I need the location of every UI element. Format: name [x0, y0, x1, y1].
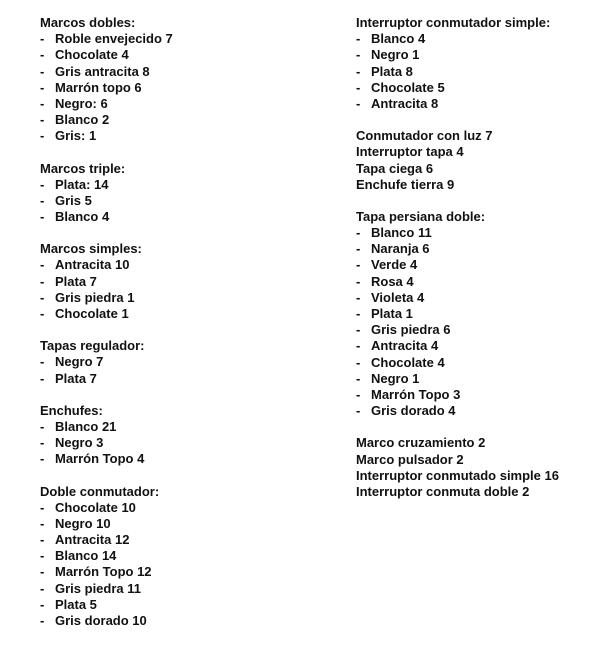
list-item: [40, 306, 320, 322]
plain-line: Interruptor tapa 4: [356, 144, 464, 160]
bullet-dash: -: [40, 306, 45, 321]
list-item: [40, 419, 320, 435]
section-marcos-simples: [40, 241, 320, 322]
bullet-dash: -: [356, 289, 361, 305]
list-item-text: Plata 5: [55, 596, 97, 612]
plain-line: Enchufe tierra 9: [356, 176, 455, 192]
list-item: [40, 193, 320, 209]
list-item: [40, 290, 320, 306]
plain-line: Interruptor conmutado simple 16: [356, 467, 559, 483]
section-tapas-regulador: [40, 338, 320, 387]
list-item: [40, 112, 320, 128]
list-item-text: Antracita 8: [371, 95, 439, 111]
list-item-text: Gris dorado 4: [371, 403, 456, 419]
bullet-dash: -: [356, 79, 361, 95]
list-item: [40, 64, 320, 80]
list-item-text: Blanco 21: [55, 418, 117, 434]
list-item: [40, 47, 320, 63]
list-item-text: Negro 10: [55, 515, 111, 531]
list-item-text: Marrón Topo 4: [55, 451, 145, 467]
list-item-text: Negro 1: [371, 47, 420, 63]
list-item-text: Chocolate 4: [371, 354, 445, 370]
list-item-text: Plata 7: [55, 370, 97, 386]
bullet-dash: -: [40, 192, 45, 208]
list-item: [356, 241, 586, 257]
list-item-text: Gris 5: [55, 192, 92, 208]
list-item: [356, 322, 586, 338]
list-item: [40, 581, 320, 597]
list-item-text: Plata 8: [371, 63, 413, 79]
section-marcos-dobles: [40, 15, 320, 145]
list-item-text: Negro 7: [55, 354, 104, 370]
list-item-text: Blanco 4: [371, 31, 426, 47]
list-item: [40, 209, 320, 225]
list-item-text: Antracita 4: [371, 338, 439, 354]
list-item: [40, 128, 320, 144]
bullet-dash: -: [40, 47, 45, 63]
section-heading: Tapas regulador:: [40, 338, 145, 354]
plain-line: Interruptor conmuta doble 2: [356, 483, 530, 499]
list-item-text: Gris piedra 6: [371, 322, 451, 338]
bullet-dash: -: [356, 370, 361, 386]
list-item-text: Marrón Topo 12: [55, 564, 152, 580]
list-item-text: Blanco 11: [371, 225, 432, 241]
bullet-dash: -: [356, 273, 361, 289]
bullet-dash: -: [356, 63, 361, 79]
list-item: [40, 257, 320, 273]
list-item: [40, 451, 320, 467]
list-item: [356, 257, 586, 273]
list-item: [40, 548, 320, 564]
list-item: [40, 354, 320, 370]
list-item: [40, 177, 320, 193]
bullet-dash: -: [40, 596, 45, 612]
section-enchufes: [40, 403, 320, 468]
list-item-text: Gris: 1: [55, 128, 97, 144]
list-item-text: Antracita 10: [55, 257, 130, 273]
bullet-dash: -: [40, 63, 45, 79]
list-item-text: Rosa 4: [371, 273, 414, 289]
list-item-text: Negro 1: [371, 370, 420, 386]
list-item: [356, 96, 586, 112]
list-item: [40, 274, 320, 290]
list-item: [356, 31, 586, 47]
list-item: [356, 80, 586, 96]
list-item: [356, 225, 586, 241]
list-item-text: Roble envejecido 7: [55, 31, 173, 47]
section-heading: Marcos triple:: [40, 160, 126, 176]
list-item-text: Chocolate 4: [55, 47, 129, 63]
list-item: [356, 387, 586, 403]
bullet-dash: -: [40, 532, 45, 548]
list-item: [40, 516, 320, 532]
list-item-text: Blanco 4: [55, 209, 110, 225]
list-item-text: Blanco 14: [55, 548, 117, 564]
list-item-text: Gris antracita 8: [55, 63, 150, 79]
list-item: [40, 532, 320, 548]
list-item-text: Negro 3: [55, 435, 104, 451]
bullet-dash: -: [40, 176, 45, 192]
list-item-text: Antracita 12: [55, 532, 130, 548]
list-item: [356, 306, 586, 322]
bullet-dash: -: [40, 435, 45, 451]
plain-line: Marco pulsador 2: [356, 451, 464, 467]
list-item: [40, 613, 320, 629]
list-item-text: Plata 1: [371, 306, 413, 321]
list-item: [40, 80, 320, 96]
plain-lines-group: [356, 435, 586, 500]
list-item-text: Marrón topo 6: [55, 79, 142, 95]
list-item-text: Chocolate 10: [55, 499, 136, 515]
list-item: [356, 47, 586, 63]
section-heading: Enchufes:: [40, 402, 103, 418]
bullet-dash: -: [40, 79, 45, 95]
list-item: [356, 403, 586, 419]
bullet-dash: -: [40, 564, 45, 580]
list-item-text: Blanco 2: [55, 112, 110, 128]
list-item: [356, 290, 586, 306]
bullet-dash: -: [40, 499, 45, 515]
list-item-text: Verde 4: [371, 257, 418, 273]
bullet-dash: -: [356, 225, 361, 241]
plain-line: Conmutador con luz 7: [356, 128, 493, 144]
bullet-dash: -: [40, 209, 45, 225]
bullet-dash: -: [40, 289, 45, 305]
bullet-dash: -: [356, 354, 361, 370]
section-heading: Interruptor conmutador simple:: [356, 15, 551, 30]
list-item-text: Gris piedra 1: [55, 289, 135, 305]
bullet-dash: -: [356, 306, 361, 321]
section-marcos-triple: [40, 161, 320, 226]
bullet-dash: -: [356, 386, 361, 402]
list-item: [40, 371, 320, 387]
bullet-dash: -: [356, 47, 361, 63]
list-item: [356, 338, 586, 354]
bullet-dash: -: [356, 257, 361, 273]
list-item-text: Marrón Topo 3: [371, 386, 461, 402]
bullet-dash: -: [356, 338, 361, 354]
section-heading: Marcos dobles:: [40, 15, 136, 30]
list-item-text: Plata 7: [55, 273, 97, 289]
list-item: [40, 31, 320, 47]
bullet-dash: -: [40, 128, 45, 144]
bullet-dash: -: [40, 354, 45, 370]
bullet-dash: -: [356, 241, 361, 257]
plain-lines-group: [356, 128, 586, 193]
plain-line: Marco cruzamiento 2: [356, 435, 486, 451]
list-item: [40, 564, 320, 580]
list-item: [356, 64, 586, 80]
section-doble-conmutador: [40, 484, 320, 630]
bullet-dash: -: [40, 257, 45, 273]
bullet-dash: -: [40, 31, 45, 47]
section-heading: Doble conmutador:: [40, 483, 160, 499]
bullet-dash: -: [40, 418, 45, 434]
list-item-text: Gris dorado 10: [55, 613, 147, 628]
list-item: [356, 355, 586, 371]
bullet-dash: -: [356, 322, 361, 338]
list-item-text: Negro: 6: [55, 95, 108, 111]
section-heading: Marcos simples:: [40, 241, 142, 257]
list-item: [40, 96, 320, 112]
bullet-dash: -: [40, 515, 45, 531]
list-item: [40, 435, 320, 451]
bullet-dash: -: [356, 31, 361, 47]
left-column: [40, 15, 320, 645]
bullet-dash: -: [356, 403, 361, 419]
list-item-text: Chocolate 5: [371, 79, 445, 95]
bullet-dash: -: [40, 613, 45, 628]
section-interruptor-conmutador-simple: [356, 15, 586, 112]
bullet-dash: -: [40, 370, 45, 386]
list-item-text: Violeta 4: [371, 289, 425, 305]
list-item: [40, 500, 320, 516]
section-heading: Tapa persiana doble:: [356, 208, 486, 224]
list-item: [356, 371, 586, 387]
plain-line: Tapa ciega 6: [356, 160, 434, 176]
list-item: [356, 274, 586, 290]
bullet-dash: -: [40, 95, 45, 111]
list-item-text: Gris piedra 11: [55, 580, 141, 596]
bullet-dash: -: [40, 451, 45, 467]
list-item: [40, 597, 320, 613]
list-item-text: Chocolate 1: [55, 306, 129, 321]
list-item-text: Plata: 14: [55, 176, 109, 192]
right-column: [356, 15, 586, 516]
bullet-dash: -: [40, 273, 45, 289]
bullet-dash: -: [40, 112, 45, 128]
list-item-text: Naranja 6: [371, 241, 430, 257]
bullet-dash: -: [40, 580, 45, 596]
bullet-dash: -: [356, 95, 361, 111]
section-tapa-persiana-doble: [356, 209, 586, 419]
bullet-dash: -: [40, 548, 45, 564]
